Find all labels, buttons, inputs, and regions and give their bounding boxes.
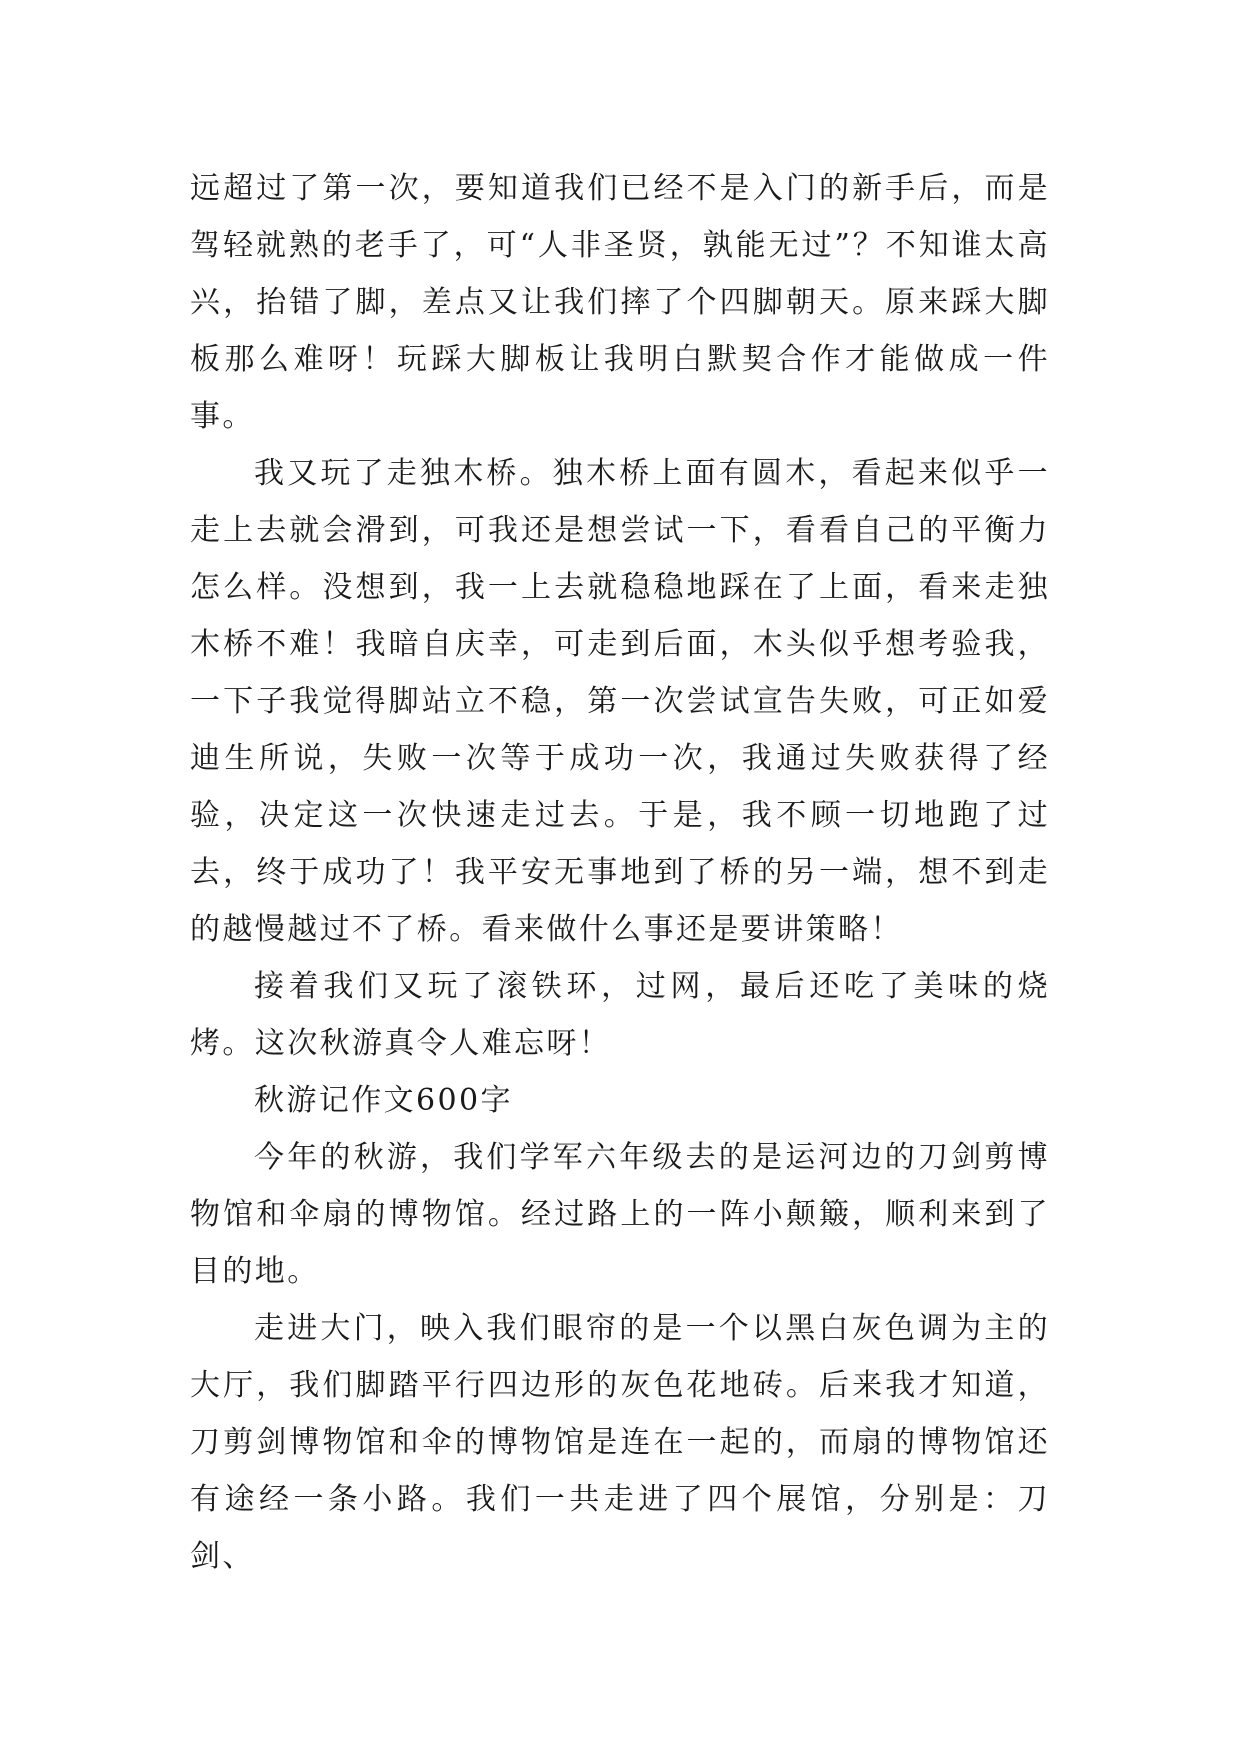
paragraph: 我又玩了走独木桥。独木桥上面有圆木，看起来似乎一走上去就会滑到，可我还是想尝试一下，看看自己的平衡力怎么样。没想到，我一上去就稳稳地踩在了上面，看来走独木桥不难！我暗自庆幸，可走到后面，木头似乎想考验我，一下子我觉得脚站立不稳，第一次尝试宣告失败，可正如爱迪生所说，失败一次等于成功一次，我通过失败获得了经验，决定这一次快速走过去。于是，我不顾一切地跑了过去，终于成功了！我平安无事地到了桥的另一端，想不到走的越慢越过不了桥。看来做什么事还是要讲策略！ (190, 456, 1050, 947)
paragraph: 今年的秋游，我们学军六年级去的是运河边的刀剑剪博物馆和伞扇的博物馆。经过路上的一阵小颠簸，顺利来到了目的地。 (190, 1140, 1050, 1289)
paragraph: 远超过了第一次，要知道我们已经不是入门的新手后，而是驾轻就熟的老手了，可“人非圣贤，孰能无过”？不知谁太高兴，抬错了脚，差点又让我们摔了个四脚朝天。原来踩大脚板那么难呀！玩踩大脚板让我明白默契合作才能做成一件事。 (190, 171, 1050, 434)
document-body (190, 160, 1050, 1585)
paragraph: 接着我们又玩了滚铁环，过网，最后还吃了美味的烧烤。这次秋游真令人难忘呀！ (190, 969, 1050, 1061)
paragraph: 走进大门，映入我们眼帘的是一个以黑白灰色调为主的大厅，我们脚踏平行四边形的灰色花地砖。后来我才知道，刀剪剑博物馆和伞的博物馆是连在一起的，而扇的博物馆还有途经一条小路。我们一共走进了四个展馆，分别是：刀剑、 (190, 1311, 1050, 1574)
section-heading: 秋游记作文600字 (254, 1083, 513, 1118)
